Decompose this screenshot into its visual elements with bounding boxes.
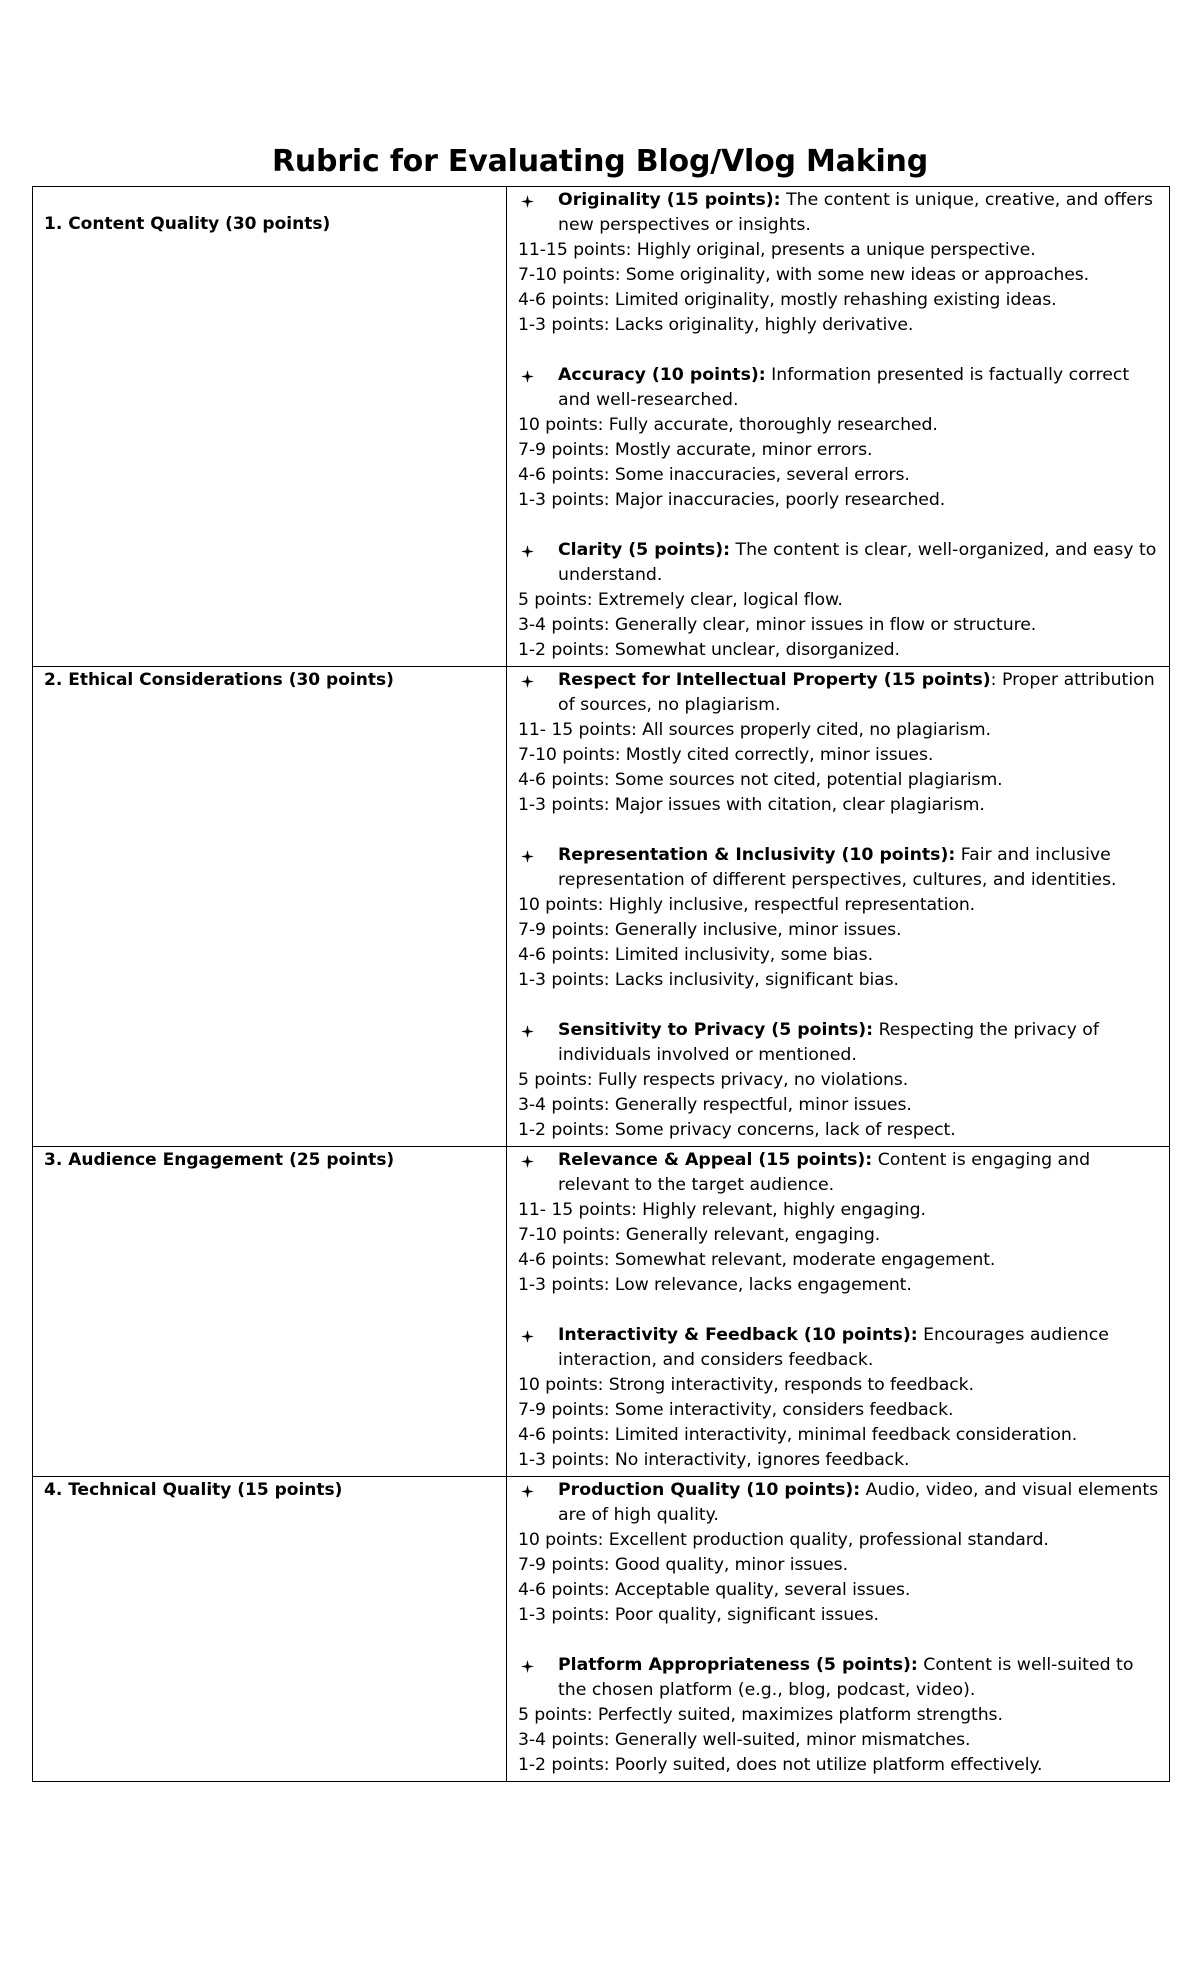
criterion-description: Fair and inclusive representation of different perspectives, cultures, and identities. (558, 845, 1117, 890)
score-level: 1-2 points: Somewhat unclear, disorganized. (518, 640, 900, 660)
criterion-clarity (518, 538, 1165, 663)
score-level: 7-9 points: Generally inclusive, minor issues. (518, 920, 902, 940)
category-label: 3. Audience Engagement (25 points) (44, 1150, 395, 1170)
criterion-description: Respecting the privacy of individuals involved or mentioned. (558, 1020, 1099, 1065)
criterion-name: Representation & Inclusivity (10 points): (558, 845, 956, 865)
score-level: 5 points: Fully respects privacy, no violations. (518, 1070, 909, 1090)
criterion-name: Accuracy (10 points): (558, 365, 766, 385)
score-level: 1-2 points: Poorly suited, does not utilize platform effectively. (518, 1755, 1043, 1775)
category-cell (33, 1147, 507, 1477)
criterion-name: Clarity (5 points): (558, 540, 731, 560)
criterion-heading (518, 1018, 1165, 1068)
score-level: 7-9 points: Good quality, minor issues. (518, 1555, 848, 1575)
criterion-heading (518, 668, 1165, 718)
score-level: 7-9 points: Mostly accurate, minor errors. (518, 440, 873, 460)
score-level: 4-6 points: Some inaccuracies, several errors. (518, 465, 910, 485)
criterion-name: Interactivity & Feedback (10 points): (558, 1325, 918, 1345)
category-label: 4. Technical Quality (15 points) (44, 1480, 343, 1500)
criterion-description: Content is well-suited to the chosen platform (e.g., blog, podcast, video). (558, 1655, 1134, 1700)
score-level: 1-3 points: Major issues with citation, clear plagiarism. (518, 795, 985, 815)
score-level: 10 points: Strong interactivity, responds to feedback. (518, 1375, 974, 1395)
category-label: 1. Content Quality (30 points) (44, 214, 331, 234)
criterion-name: Sensitivity to Privacy (5 points): (558, 1020, 874, 1040)
diamond-bullet-icon (521, 850, 534, 863)
criterion-production-quality (518, 1478, 1165, 1628)
criterion-description: The content is clear, well-organized, and easy to understand. (558, 540, 1157, 585)
score-level: 3-4 points: Generally well-suited, minor mismatches. (518, 1730, 971, 1750)
criterion-heading (518, 538, 1165, 588)
criterion-intellectual-property (518, 668, 1165, 818)
score-level: 1-3 points: No interactivity, ignores feedback. (518, 1450, 910, 1470)
criterion-originality (518, 188, 1165, 338)
diamond-bullet-icon (521, 1330, 534, 1343)
criterion-name: Respect for Intellectual Property (15 points) (558, 670, 991, 690)
score-level: 7-9 points: Some interactivity, considers feedback. (518, 1400, 954, 1420)
score-level: 10 points: Fully accurate, thoroughly researched. (518, 415, 938, 435)
diamond-bullet-icon (521, 1660, 534, 1673)
criterion-heading (518, 363, 1165, 413)
score-level: 7-10 points: Generally relevant, engaging. (518, 1225, 881, 1245)
criterion-heading (518, 1478, 1165, 1528)
score-level: 1-2 points: Some privacy concerns, lack of respect. (518, 1120, 956, 1140)
score-level: 1-3 points: Major inaccuracies, poorly researched. (518, 490, 946, 510)
diamond-bullet-icon (521, 1025, 534, 1038)
score-level: 3-4 points: Generally clear, minor issues in flow or structure. (518, 615, 1037, 635)
score-level: 11- 15 points: All sources properly cited, no plagiarism. (518, 720, 991, 740)
score-level: 1-3 points: Poor quality, significant issues. (518, 1605, 879, 1625)
criterion-accuracy (518, 363, 1165, 513)
criterion-heading (518, 843, 1165, 893)
category-cell (33, 667, 507, 1147)
diamond-bullet-icon (521, 1485, 534, 1498)
diamond-bullet-icon (521, 545, 534, 558)
score-level: 7-10 points: Mostly cited correctly, minor issues. (518, 745, 934, 765)
score-level: 10 points: Excellent production quality, professional standard. (518, 1530, 1049, 1550)
score-level: 5 points: Extremely clear, logical flow. (518, 590, 843, 610)
criteria-cell (507, 187, 1170, 667)
page-title: Rubric for Evaluating Blog/Vlog Making (271, 144, 928, 179)
criterion-description: Encourages audience interaction, and considers feedback. (558, 1325, 1109, 1370)
score-level: 4-6 points: Somewhat relevant, moderate engagement. (518, 1250, 996, 1270)
criterion-representation-inclusivity (518, 843, 1165, 993)
score-level: 5 points: Perfectly suited, maximizes platform strengths. (518, 1705, 1003, 1725)
category-cell (33, 187, 507, 667)
diamond-bullet-icon (521, 370, 534, 383)
criteria-cell (507, 667, 1170, 1147)
criterion-description: Audio, video, and visual elements are of high quality. (558, 1480, 1159, 1525)
criteria-cell (507, 1147, 1170, 1477)
criterion-name: Relevance & Appeal (15 points): (558, 1150, 873, 1170)
criteria-cell (507, 1477, 1170, 1782)
criterion-relevance-appeal (518, 1148, 1165, 1298)
diamond-bullet-icon (521, 195, 534, 208)
criterion-description: The content is unique, creative, and offers new perspectives or insights. (558, 190, 1154, 235)
score-level: 4-6 points: Some sources not cited, potential plagiarism. (518, 770, 1003, 790)
criterion-description: Content is engaging and relevant to the target audience. (558, 1150, 1091, 1195)
criterion-description: Information presented is factually correct and well-researched. (558, 365, 1130, 410)
score-level: 4-6 points: Limited interactivity, minimal feedback consideration. (518, 1425, 1078, 1445)
score-level: 4-6 points: Limited inclusivity, some bias. (518, 945, 873, 965)
score-level: 4-6 points: Acceptable quality, several issues. (518, 1580, 911, 1600)
rubric-row-technical-quality (33, 1477, 1170, 1782)
criterion-heading (518, 1148, 1165, 1198)
category-cell (33, 1477, 507, 1782)
criterion-name: Production Quality (10 points): (558, 1480, 861, 1500)
score-level: 10 points: Highly inclusive, respectful representation. (518, 895, 976, 915)
score-level: 7-10 points: Some originality, with some new ideas or approaches. (518, 265, 1090, 285)
criterion-interactivity-feedback (518, 1323, 1165, 1473)
score-level: 1-3 points: Lacks originality, highly derivative. (518, 315, 914, 335)
criterion-name: Originality (15 points): (558, 190, 781, 210)
rubric-row-ethical-considerations (33, 667, 1170, 1147)
category-label: 2. Ethical Considerations (30 points) (44, 670, 394, 690)
criterion-description: : Proper attribution of sources, no plagiarism. (558, 670, 1155, 715)
criterion-heading (518, 1653, 1165, 1703)
rubric-row-content-quality (33, 187, 1170, 667)
diamond-bullet-icon (521, 675, 534, 688)
score-level: 11-15 points: Highly original, presents a unique perspective. (518, 240, 1036, 260)
score-level: 11- 15 points: Highly relevant, highly engaging. (518, 1200, 926, 1220)
criterion-sensitivity-privacy (518, 1018, 1165, 1143)
criterion-heading (518, 1323, 1165, 1373)
diamond-bullet-icon (521, 1155, 534, 1168)
criterion-platform-appropriateness (518, 1653, 1165, 1778)
criterion-name: Platform Appropriateness (5 points): (558, 1655, 918, 1675)
rubric-row-audience-engagement (33, 1147, 1170, 1477)
rubric-table (32, 186, 1170, 1782)
score-level: 4-6 points: Limited originality, mostly rehashing existing ideas. (518, 290, 1057, 310)
score-level: 1-3 points: Low relevance, lacks engagement. (518, 1275, 912, 1295)
score-level: 1-3 points: Lacks inclusivity, significant bias. (518, 970, 899, 990)
score-level: 3-4 points: Generally respectful, minor issues. (518, 1095, 912, 1115)
criterion-heading (518, 188, 1165, 238)
